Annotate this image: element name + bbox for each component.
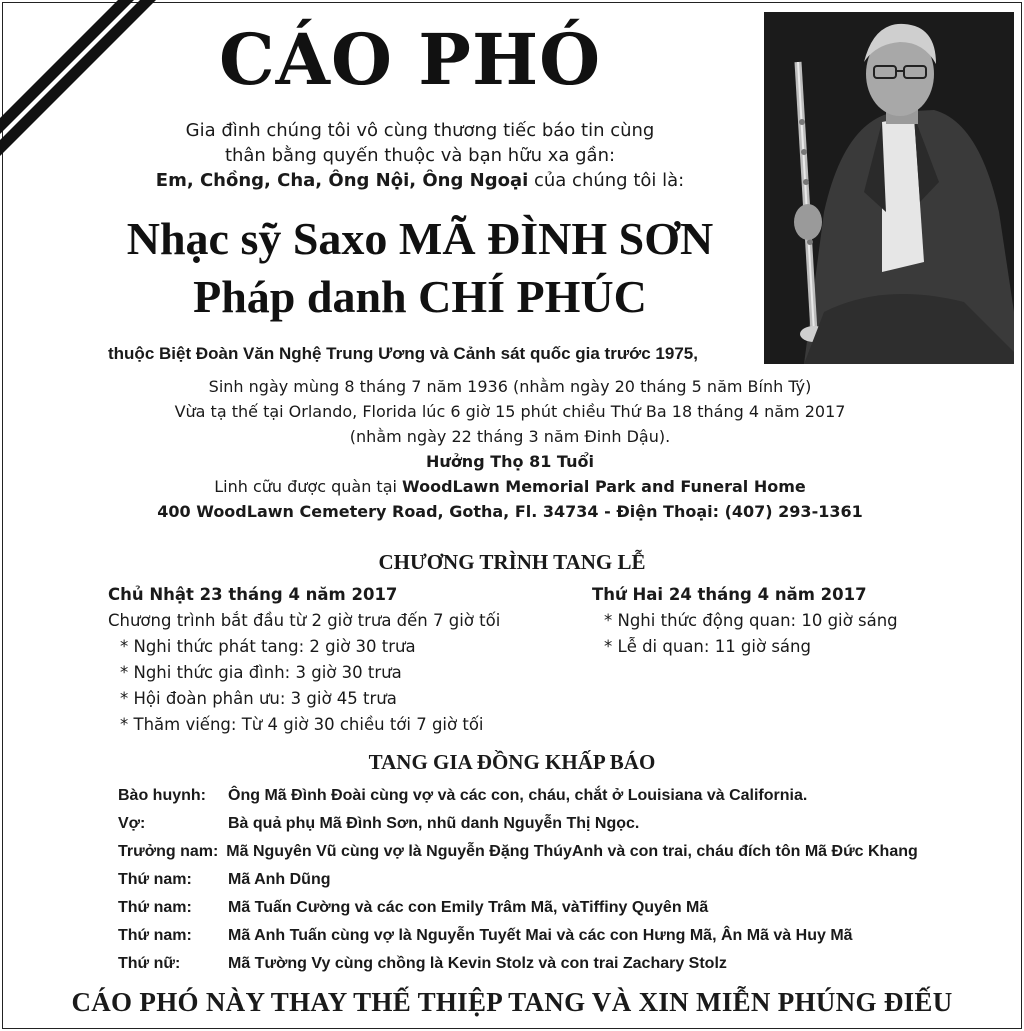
intro-line-3: [100, 168, 740, 193]
member-names: Mã Anh Tuấn cùng vợ là Nguyễn Tuyết Mai và các con Hưng Mã, Ân Mã và Huy Mã: [228, 927, 853, 944]
program-day-2: [592, 582, 898, 660]
relation-label: Thứ nam:: [118, 871, 192, 888]
family-list: [118, 782, 998, 978]
intro-line-2: thân bằng quyến thuộc và bạn hữu xa gần:: [224, 145, 616, 166]
family-member-row: [118, 838, 998, 866]
musician-name: Nhạc sỹ Saxo MÃ ĐÌNH SƠN: [126, 213, 714, 264]
day-1-item: * Thăm viếng: Từ 4 giờ 30 chiều tới 7 giờ tối: [120, 715, 484, 734]
family-member-row: [118, 810, 998, 838]
intro-line-1: Gia đình chúng tôi vô cùng thương tiếc báo tin cùng: [185, 120, 655, 141]
member-names: Mã Tường Vy cùng chồng là Kevin Stolz và con trai Zachary Stolz: [228, 955, 727, 972]
member-names: Ông Mã Đình Đoài cùng vợ và các con, cháu, chắt ở Louisiana và California.: [228, 787, 808, 804]
family-member-row: [118, 922, 998, 950]
day-2-item: * Nghi thức động quan: 10 giờ sáng: [604, 611, 898, 630]
funeral-home-name: WoodLawn Memorial Park and Funeral Home: [402, 477, 806, 496]
biography: [60, 374, 960, 524]
lunar-date: (nhằm ngày 22 tháng 3 năm Đinh Dậu).: [349, 427, 671, 446]
member-names: Mã Tuấn Cường và các con Emily Trâm Mã, vàTiffiny Quyên Mã: [228, 899, 709, 916]
day-2-item: * Lễ di quan: 11 giờ sáng: [604, 637, 811, 656]
relation-label: Thứ nam:: [118, 899, 192, 916]
birth-date: Sinh ngày mùng 8 tháng 7 năm 1936 (nhằm ngày 20 tháng 5 năm Bính Tý): [208, 377, 812, 396]
location-prefix: Linh cữu được quàn tại: [214, 477, 403, 496]
member-names: Mã Nguyên Vũ cùng vợ là Nguyễn Đặng ThúyAnh và con trai, cháu đích tôn Mã Đức Khang: [226, 843, 918, 860]
dharma-name: Pháp danh CHÍ PHÚC: [193, 271, 647, 322]
passing-details: Vừa tạ thế tại Orlando, Florida lúc 6 giờ 15 phút chiều Thứ Ba 18 tháng 4 năm 2017: [174, 402, 846, 421]
family-member-row: [118, 782, 998, 810]
family-member-row: [118, 950, 998, 978]
relation-label: Vợ:: [118, 815, 146, 832]
family-member-row: [118, 894, 998, 922]
funeral-home-address: 400 WoodLawn Cemetery Road, Gotha, Fl. 34734 - Điện Thoại: (407) 293-1361: [157, 502, 863, 521]
day-1-item: * Hội đoàn phân ưu: 3 giờ 45 trưa: [120, 689, 397, 708]
day-1-date: Chủ Nhật 23 tháng 4 năm 2017: [108, 585, 398, 604]
family-heading: TANG GIA ĐỒNG KHẤP BÁO: [368, 750, 656, 774]
relations-list: Em, Chồng, Cha, Ông Nội, Ông Ngoại: [155, 170, 529, 191]
portrait-photo: [764, 12, 1014, 364]
age-at-death: Hưởng Thọ 81 Tuổi: [426, 452, 594, 471]
day-1-item: * Nghi thức gia đình: 3 giờ 30 trưa: [120, 663, 402, 682]
closing-statement: CÁO PHÓ NÀY THAY THẾ THIỆP TANG VÀ XIN MIỄN PHÚNG ĐIẾU: [71, 987, 953, 1017]
member-names: Bà quả phụ Mã Đình Sơn, nhũ danh Nguyễn Thị Ngọc.: [228, 815, 640, 832]
intro-text: [100, 118, 740, 193]
organization-affiliation: thuộc Biệt Đoàn Văn Nghệ Trung Ương và Cảnh sát quốc gia trước 1975,: [108, 344, 698, 363]
deceased-name: [70, 210, 770, 326]
day-2-date: Thứ Hai 24 tháng 4 năm 2017: [592, 585, 867, 604]
funeral-location: [60, 474, 960, 499]
relation-label: Bào huynh:: [118, 787, 206, 804]
family-member-row: [118, 866, 998, 894]
program-heading: CHƯƠNG TRÌNH TANG LỄ: [378, 550, 646, 574]
program-day-1: [108, 582, 500, 738]
member-names: Mã Anh Dũng: [228, 871, 331, 888]
relation-label: Trưởng nam:: [118, 843, 219, 860]
relation-label: Thứ nam:: [118, 927, 192, 944]
day-1-item: * Nghi thức phát tang: 2 giờ 30 trưa: [120, 637, 416, 656]
intro-line-3-rest: của chúng tôi là:: [528, 170, 685, 191]
notice-title: CÁO PHÓ: [218, 18, 602, 101]
relation-label: Thứ nữ:: [118, 955, 181, 972]
day-1-intro: Chương trình bắt đầu từ 2 giờ trưa đến 7 giờ tối: [108, 611, 501, 630]
